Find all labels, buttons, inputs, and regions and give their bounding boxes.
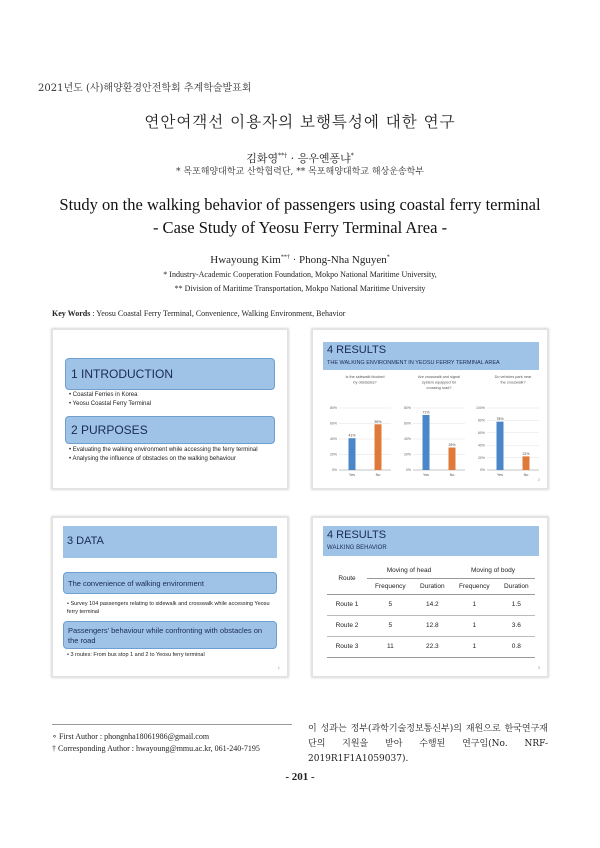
data-title: 3 DATA: [67, 535, 104, 547]
x-tick-label: Yes: [348, 473, 356, 477]
bullet-item: • 3 routes: From bus stop 1 and 2 to Yeosu ferry terminal: [67, 651, 205, 659]
chart-title: Are crosswalk and signal: [418, 375, 460, 379]
acknowledgement: 이 성과는 정부(과학기술정보통신부)의 재원으로 한국연구재단의 지원을 받아 수행된 연구임(No. NRF-2019R1F1A1059037).: [308, 724, 548, 764]
convenience-box: [63, 572, 277, 594]
table-cell: 1: [451, 615, 498, 636]
x-tick-label: No: [449, 473, 455, 477]
data-bullets: [67, 600, 273, 616]
author-name: 김화영: [246, 152, 279, 165]
bar: [497, 422, 504, 470]
author-mark: **†: [278, 152, 288, 160]
table-cell: 0.8: [498, 636, 535, 657]
walking-behavior-table: [327, 564, 535, 658]
table-cell: 12.8: [414, 615, 451, 636]
y-tick-label: 40%: [477, 443, 485, 448]
bar: [375, 424, 382, 470]
bullet-item: • Evaluating the walking environment while accessing the ferry terminal: [69, 446, 258, 455]
conference-name: 2021년도 (사)해양환경안전학회 추계학술발표회: [38, 83, 252, 94]
bar: [349, 438, 356, 470]
chart-title: Do vehicles park near: [494, 375, 532, 379]
y-tick-label: 20%: [403, 452, 411, 457]
table-cell: 14.2: [414, 594, 451, 615]
data-label: 41%: [348, 433, 356, 438]
table-cell: 1: [451, 594, 498, 615]
purposes-title: 2 PURPOSES: [71, 423, 148, 437]
bar: [523, 456, 530, 470]
author-name: Hwayoung Kim: [210, 254, 281, 266]
slide-results-charts: [312, 329, 548, 489]
footnote-divider: [52, 724, 292, 725]
y-tick-label: 60%: [477, 431, 485, 435]
table-cell: 22.3: [414, 636, 451, 657]
data-label: 59%: [374, 419, 382, 424]
slide-introduction: [52, 329, 288, 489]
author-name: · 응우옌퐁냐: [287, 152, 351, 165]
english-title-line: Study on the walking behavior of passengers using coastal ferry terminal: [59, 195, 541, 214]
chart-title: Is the sidewalk blocked: [345, 375, 385, 379]
keywords-text: : Yeosu Coastal Ferry Terminal, Convenience, Walking Environment, Behavior: [90, 309, 346, 318]
first-author-note: ∘ First Author : phongnha18061986@gmail.com: [52, 732, 210, 741]
y-tick-label: 20%: [477, 455, 485, 460]
slide-walking-behavior: [312, 517, 548, 677]
column-header: Duration: [498, 578, 535, 594]
y-tick-label: 20%: [329, 452, 337, 457]
english-title: [0, 193, 600, 239]
y-tick-label: 80%: [477, 418, 485, 423]
chart-title: by obstacles?: [353, 380, 377, 385]
purposes-box: [65, 416, 275, 444]
intro-bullets: [69, 391, 151, 409]
bullet-item: • Yeosu Coastal Ferry Terminal: [69, 400, 151, 409]
intro-box: [65, 358, 275, 390]
route-cell: Route 3: [327, 636, 367, 657]
table-cell: 1.5: [498, 594, 535, 615]
footnotes: [52, 731, 260, 755]
table-cell: 3.6: [498, 615, 535, 636]
slide-page-number: 2: [537, 477, 540, 482]
affiliation-line: * Industry-Academic Cooperation Foundation, Mokpo National Maritime University,: [163, 270, 437, 279]
behavior-header: [323, 526, 539, 556]
route-header: Route: [327, 564, 367, 594]
table-row: [327, 594, 535, 615]
table-cell: 11: [367, 636, 414, 657]
keywords-label: Key Words: [52, 309, 91, 318]
bullet-item: • Coastal Ferries in Korea: [69, 391, 151, 400]
bar-chart: [330, 375, 391, 477]
english-authors: [0, 254, 600, 266]
data-label: 29%: [448, 443, 456, 448]
behavior-title: 4 RESULTS: [327, 529, 387, 541]
english-affiliation: [0, 268, 600, 296]
column-header: Frequency: [451, 578, 498, 594]
column-header: Duration: [414, 578, 451, 594]
chart-title: crossing road?: [426, 386, 452, 390]
table-cell: 5: [367, 615, 414, 636]
results-title: 4 RESULTS: [327, 344, 387, 356]
english-subtitle-line: - Case Study of Yeosu Ferry Terminal Area -: [152, 218, 448, 237]
purposes-bullets: [69, 446, 258, 464]
body-group-header: Moving of body: [451, 564, 535, 578]
bar: [423, 415, 430, 470]
affiliation-line: ** Division of Maritime Transportation, Mokpo National Maritime University: [174, 284, 426, 293]
table-row: [327, 636, 535, 657]
y-tick-label: 0%: [479, 468, 485, 473]
slide-data: [52, 517, 288, 677]
bullet-item: • Analysing the influence of obstacles on the walking behaviour: [69, 455, 258, 464]
data-label: 71%: [422, 410, 430, 415]
table-cell: 5: [367, 594, 414, 615]
y-tick-label: 80%: [329, 406, 337, 411]
bullet-item: • Survey 104 passengers relating to sidewalk and crosswalk while accessing Yeosu ferry terminal: [67, 600, 273, 616]
slide-page-number: 1: [277, 665, 280, 670]
y-tick-label: 40%: [329, 437, 337, 442]
route-cell: Route 2: [327, 615, 367, 636]
korean-affiliation: * 목포해양대학교 산학협력단, ** 목포해양대학교 해상운송학부: [175, 167, 425, 177]
y-tick-label: 0%: [331, 468, 337, 473]
y-tick-label: 60%: [329, 421, 337, 426]
results-header: [323, 342, 539, 370]
author-mark: *: [386, 254, 390, 261]
x-tick-label: No: [375, 473, 381, 477]
results-charts: [313, 372, 548, 489]
x-tick-label: Yes: [496, 473, 504, 477]
head-group-header: Moving of head: [367, 564, 451, 578]
x-tick-label: No: [523, 473, 529, 477]
y-tick-label: 80%: [403, 406, 411, 411]
y-tick-label: 60%: [403, 421, 411, 426]
behaviour-title: Passengers' behaviour while confronting with obstacles on the road: [68, 626, 263, 645]
y-tick-label: 40%: [403, 437, 411, 442]
results-subtitle: THE WALKING ENVIRONMENT IN YEOSU FERRY TERMINAL AREA: [327, 360, 500, 366]
intro-title: 1 INTRODUCTION: [71, 367, 173, 381]
data-label: 78%: [496, 417, 504, 422]
data-header: [63, 526, 277, 558]
author-mark: **†: [280, 254, 290, 261]
behavior-subtitle: WALKING BEHAVIOR: [327, 545, 387, 551]
corresponding-author-note: † Corresponding Author : hwayoung@mmu.ac.kr, 061-240-7195: [52, 744, 260, 753]
bar-chart: [476, 375, 539, 477]
data-label: 22%: [522, 451, 530, 456]
bar: [449, 448, 456, 470]
chart-title: the crosswalk?: [500, 380, 526, 385]
behaviour-box: [63, 621, 277, 649]
page-number: - 201 -: [285, 771, 315, 783]
table-cell: 1: [451, 636, 498, 657]
convenience-title: The convenience of walking environment: [68, 579, 204, 588]
route-cell: Route 1: [327, 594, 367, 615]
slide-page-number: 3: [537, 665, 540, 670]
chart-title: system equipped for: [421, 380, 457, 385]
keywords: [52, 309, 345, 318]
korean-title: 연안여객선 이용자의 보행특성에 대한 연구: [144, 113, 456, 131]
table-row: [327, 615, 535, 636]
y-tick-label: 100%: [476, 406, 485, 411]
bar-chart: [404, 375, 465, 477]
route-bullets: [67, 651, 205, 659]
x-tick-label: Yes: [422, 473, 430, 477]
author-mark: *: [350, 152, 354, 160]
column-header: Frequency: [367, 578, 414, 594]
y-tick-label: 0%: [405, 468, 411, 473]
author-name: · Phong-Nha Nguyen: [289, 254, 387, 266]
